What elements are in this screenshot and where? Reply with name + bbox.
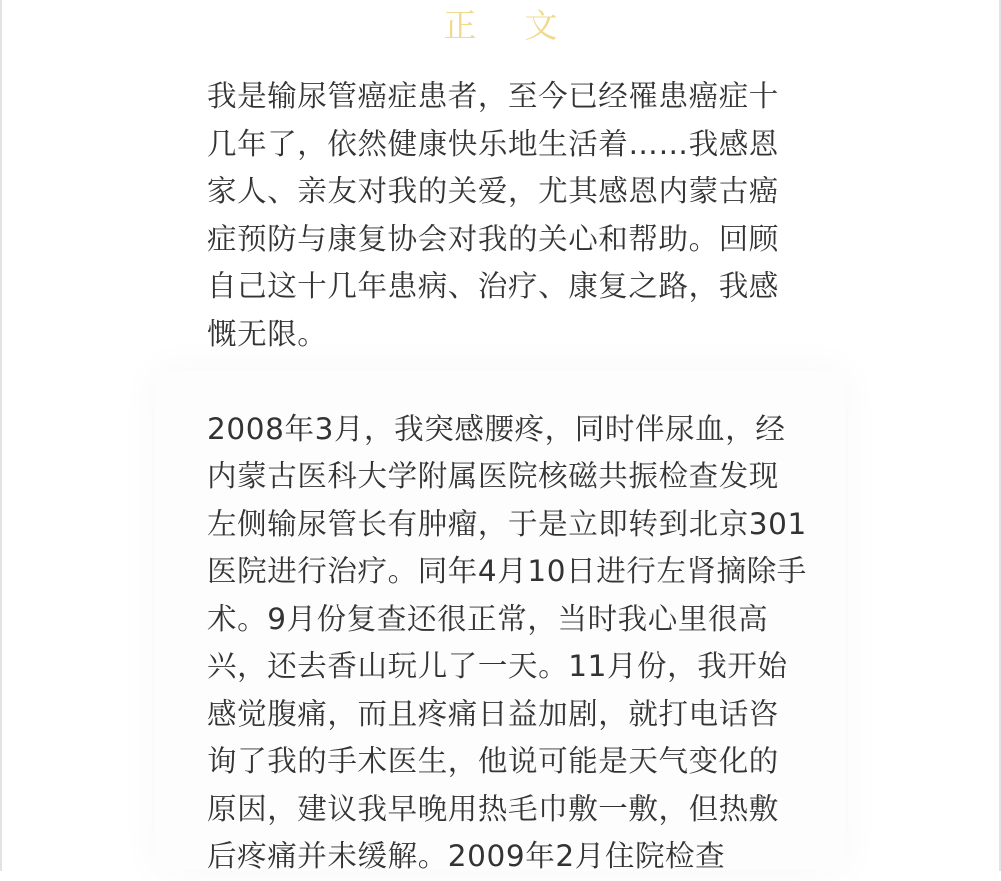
article-body [207,73,807,881]
paragraph-spacer [207,358,807,406]
paragraph-intro: 我是输尿管癌症患者，至今已经罹患癌症十几年了，依然健康快乐地生活着……我感恩家人、亲友对我的关爱，尤其感恩内蒙古癌症预防与康复协会对我的关心和帮助。回顾自己这十几年患病、治疗、康复之路，我感慨无限。 [207,79,779,351]
section-heading: 正文 [443,6,606,45]
paragraph-history: 2008年3月，我突感腰疼，同时伴尿血，经内蒙古医科大学附属医院核磁共振检查发现左侧输尿管长有肿瘤，于是立即转到北京301医院进行治疗。同年4月10日进行左肾摘除手术。9月份复查还很正常，当时我心里很高兴，还去香山玩儿了一天。11月份，我开始感觉腹痛，而且疼痛日益加剧，就打电话咨询了我的手术医生，他说可能是天气变化的原因，建议我早晚用热毛巾敷一敷，但热敷后疼痛并未缓解。2009年2月住院检查 [207,411,807,873]
page-edge-left [0,0,2,871]
